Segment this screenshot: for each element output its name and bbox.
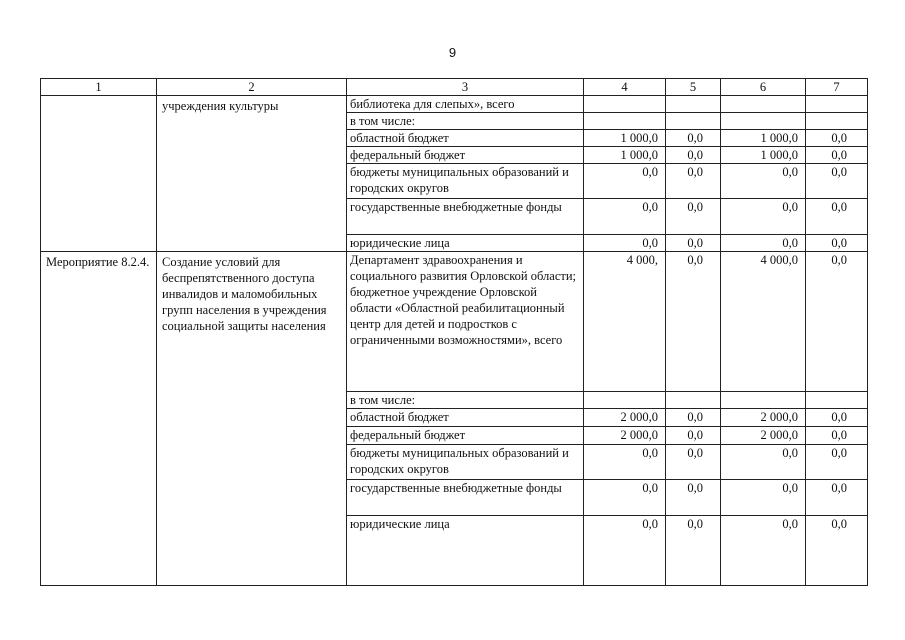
value-cell: 0,0: [721, 164, 806, 199]
value-cell: 0,0: [806, 480, 868, 516]
table-row: [41, 252, 868, 392]
value-cell: [584, 113, 666, 130]
value-cell: 0,0: [806, 164, 868, 199]
value-cell: 0,0: [806, 235, 868, 252]
value-cell: 0,0: [666, 409, 721, 427]
column-number: 7: [806, 79, 868, 96]
activity-cell: [41, 96, 157, 252]
value-cell: 2 000,0: [721, 409, 806, 427]
value-cell: [806, 96, 868, 113]
value-cell: [721, 392, 806, 409]
page-number: 9: [448, 45, 457, 60]
value-cell: 4 000,0: [721, 252, 806, 392]
funding-source-label: федеральный бюджет: [347, 147, 584, 164]
description-cell: Создание условий для беспрепятственного доступа инвалидов и маломобильных групп населения в учреждения социальной защиты населения: [157, 252, 347, 586]
column-number: 5: [666, 79, 721, 96]
value-cell: 1 000,0: [721, 130, 806, 147]
funding-source-label: юридические лица: [347, 516, 584, 586]
value-cell: 0,0: [666, 252, 721, 392]
value-cell: 0,0: [584, 199, 666, 235]
value-cell: [721, 113, 806, 130]
value-cell: 0,0: [584, 164, 666, 199]
value-cell: 4 000,: [584, 252, 666, 392]
column-number: 4: [584, 79, 666, 96]
funding-source-label: областной бюджет: [347, 130, 584, 147]
value-cell: 0,0: [806, 199, 868, 235]
column-number: 2: [157, 79, 347, 96]
table-row: [41, 96, 868, 113]
value-cell: 0,0: [666, 130, 721, 147]
value-cell: [721, 96, 806, 113]
funding-source-label: бюджеты муниципальных образований и городских округов: [347, 445, 584, 480]
value-cell: [666, 392, 721, 409]
value-cell: 0,0: [721, 235, 806, 252]
column-number: 3: [347, 79, 584, 96]
value-cell: 0,0: [806, 409, 868, 427]
value-cell: 0,0: [584, 235, 666, 252]
value-cell: [584, 392, 666, 409]
funding-source-label: бюджеты муниципальных образований и городских округов: [347, 164, 584, 199]
value-cell: 0,0: [721, 480, 806, 516]
value-cell: 0,0: [721, 516, 806, 586]
value-cell: 0,0: [806, 427, 868, 445]
value-cell: 0,0: [806, 252, 868, 392]
value-cell: 2 000,0: [584, 427, 666, 445]
funding-source-label: юридические лица: [347, 235, 584, 252]
funding-source-label: в том числе:: [347, 392, 584, 409]
value-cell: 0,0: [584, 480, 666, 516]
activity-cell: Мероприятие 8.2.4.: [41, 252, 157, 586]
description-cell: учреждения культуры: [157, 96, 347, 252]
value-cell: 0,0: [666, 235, 721, 252]
funding-source-label: государственные внебюджетные фонды: [347, 480, 584, 516]
funding-source-label: государственные внебюджетные фонды: [347, 199, 584, 235]
value-cell: 1 000,0: [584, 130, 666, 147]
funding-source-label: в том числе:: [347, 113, 584, 130]
value-cell: [666, 113, 721, 130]
value-cell: [584, 96, 666, 113]
budget-table: [40, 78, 868, 586]
column-number: 6: [721, 79, 806, 96]
value-cell: 0,0: [721, 445, 806, 480]
funding-source-label: библиотека для слепых», всего: [347, 96, 584, 113]
funding-source-label: областной бюджет: [347, 409, 584, 427]
value-cell: 0,0: [666, 199, 721, 235]
value-cell: 0,0: [806, 147, 868, 164]
funding-source-label: федеральный бюджет: [347, 427, 584, 445]
value-cell: 0,0: [666, 427, 721, 445]
value-cell: 0,0: [666, 445, 721, 480]
column-number-row: [41, 79, 868, 96]
value-cell: 0,0: [584, 445, 666, 480]
column-number: 1: [41, 79, 157, 96]
value-cell: 0,0: [584, 516, 666, 586]
value-cell: 0,0: [806, 516, 868, 586]
value-cell: 0,0: [666, 164, 721, 199]
value-cell: 0,0: [806, 130, 868, 147]
value-cell: 0,0: [666, 147, 721, 164]
value-cell: 0,0: [666, 516, 721, 586]
value-cell: 0,0: [806, 445, 868, 480]
value-cell: 2 000,0: [584, 409, 666, 427]
value-cell: 0,0: [721, 199, 806, 235]
value-cell: 2 000,0: [721, 427, 806, 445]
value-cell: [806, 113, 868, 130]
value-cell: [666, 96, 721, 113]
value-cell: [806, 392, 868, 409]
value-cell: 0,0: [666, 480, 721, 516]
value-cell: 1 000,0: [584, 147, 666, 164]
funding-source-label: Департамент здравоохранения и социального развития Орловской области; бюджетное учреждение Орловской области «Областной реабилитационный центр для детей и подростков с ограниченными возможностями», всего: [347, 252, 584, 392]
value-cell: 1 000,0: [721, 147, 806, 164]
